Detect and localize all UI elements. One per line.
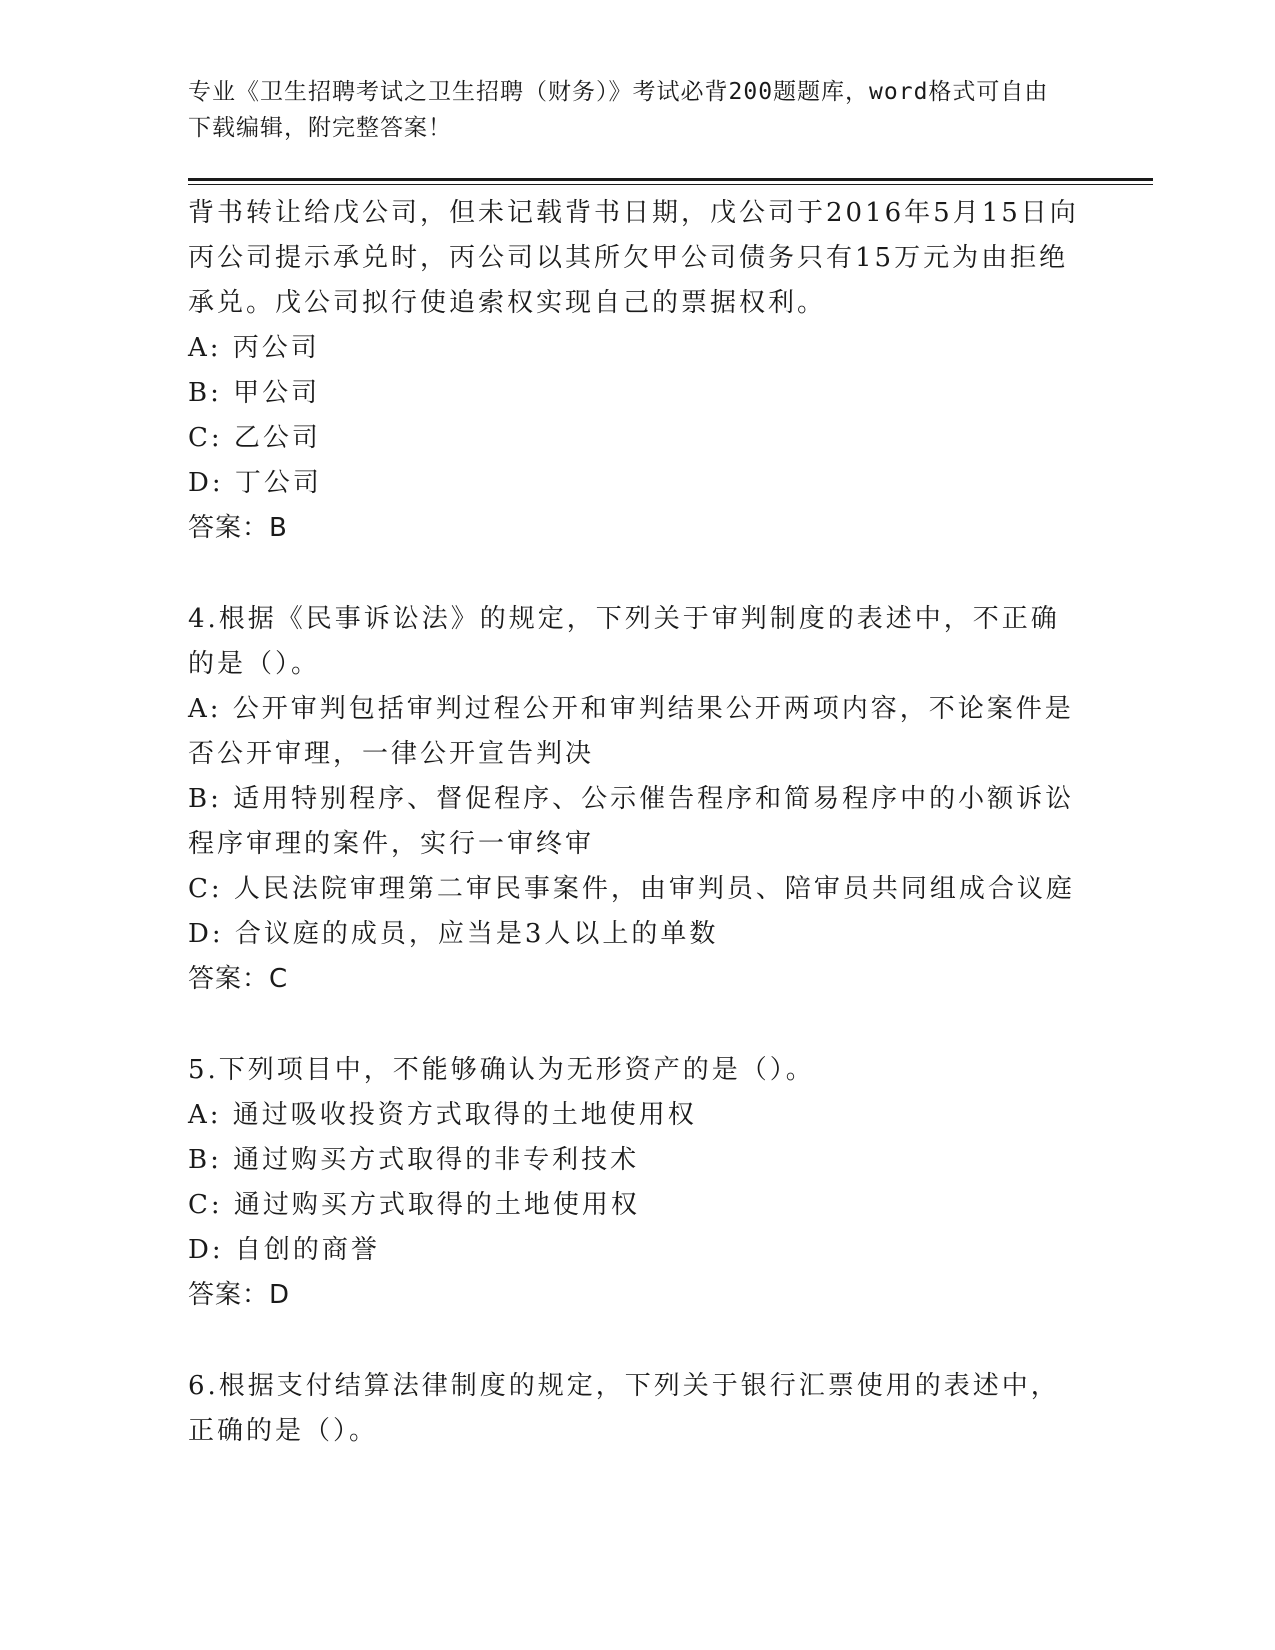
question-3-option-d: D: 丁公司	[188, 468, 322, 498]
question-3	[188, 191, 1088, 551]
question-4-option-d: D: 合议庭的成员，应当是3人以上的单数	[188, 919, 719, 949]
question-4-option-a: A: 公开审判包括审判过程公开和审判结果公开两项内容，不论案件是否公开审理，一律公开宣告判决	[188, 694, 1074, 769]
question-4-option-c: C: 人民法院审理第二审民事案件，由审判员、陪审员共同组成合议庭	[188, 874, 1075, 904]
question-3-stem: 背书转让给戊公司，但未记载背书日期，戊公司于2016年5月15日向丙公司提示承兑时，丙公司以其所欠甲公司债务只有15万元为由拒绝承兑。戊公司拟行使追索权实现自己的票据权利。	[188, 198, 1079, 318]
question-3-option-a: A: 丙公司	[188, 333, 320, 363]
question-5-stem: 5.下列项目中，不能够确认为无形资产的是（）。	[188, 1055, 815, 1085]
question-4-option-b: B: 适用特别程序、督促程序、公示催告程序和简易程序中的小额诉讼程序审理的案件，实行一审终审	[188, 784, 1075, 859]
question-5-answer: 答案：D	[188, 1280, 291, 1310]
question-5-option-d: D: 自创的商誉	[188, 1235, 380, 1265]
question-3-option-b: B: 甲公司	[188, 378, 321, 408]
question-6-stem: 6.根据支付结算法律制度的规定，下列关于银行汇票使用的表述中，正确的是（）。	[188, 1371, 1060, 1446]
document-header: 专业《卫生招聘考试之卫生招聘（财务）》考试必背200题题库，word格式可自由下载编辑，附完整答案！	[188, 79, 1049, 141]
header-divider-thin	[188, 184, 1153, 185]
document-body	[188, 191, 1088, 1454]
question-5-option-b: B: 通过购买方式取得的非专利技术	[188, 1145, 640, 1175]
question-4	[188, 597, 1088, 1002]
question-3-option-c: C: 乙公司	[188, 423, 321, 453]
question-4-answer: 答案：C	[188, 964, 289, 994]
question-6	[188, 1364, 1088, 1454]
question-5-option-a: A: 通过吸收投资方式取得的土地使用权	[188, 1100, 697, 1130]
header-divider-thick	[188, 178, 1153, 181]
question-5	[188, 1048, 1088, 1318]
question-5-option-c: C: 通过购买方式取得的土地使用权	[188, 1190, 640, 1220]
question-4-stem: 4.根据《民事诉讼法》的规定，下列关于审判制度的表述中，不正确的是（）。	[188, 604, 1060, 679]
question-3-answer: 答案：B	[188, 513, 288, 543]
